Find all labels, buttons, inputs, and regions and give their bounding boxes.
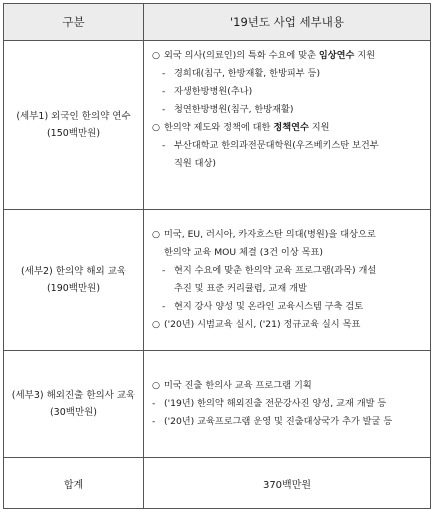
table-row	[4, 210, 431, 351]
total-row	[4, 458, 431, 509]
category-title: (세부3) 해외진출 한의사 교육	[11, 390, 136, 401]
category-budget: (150백만원)	[46, 128, 101, 139]
detail-line: - 현지 수요에 맞춘 한의약 교육 프로그램(과목) 개설	[162, 265, 377, 276]
table-header-row	[4, 4, 431, 41]
detail-line: ○ ('20년) 시범교육 실시, ('21) 정규교육 실시 목표	[152, 319, 361, 330]
total-label: 합계	[4, 458, 144, 509]
detail-line: 추진 및 표준 커리큘럼, 교재 개발	[174, 283, 307, 294]
detail-line: - ('19년) 한의약 해외진출 전문강사진 양성, 교재 개발 등	[152, 398, 387, 409]
category-budget: (190백만원)	[46, 283, 101, 294]
detail-line: - ('20년) 교육프로그램 운영 및 진출대상국가 추가 발굴 등	[152, 416, 393, 427]
detail-line: ○ 한의약 제도와 정책에 대한 정책연수 지원	[152, 122, 330, 133]
detail-line: ○ 미국, EU, 러시아, 카자흐스탄 의대(병원)을 대상으로	[152, 229, 376, 240]
detail-line: - 부산대학교 한의과전문대학원(우즈베키스탄 보건부	[162, 140, 379, 151]
category-cell	[4, 351, 144, 458]
category-title: (세부2) 한의약 해외 교육	[20, 266, 127, 277]
category-title: (세부1) 외국인 한의약 연수	[16, 111, 131, 122]
details-cell	[144, 351, 431, 458]
table-row	[4, 41, 431, 210]
header-category: 구분	[4, 4, 144, 41]
detail-line: 직원 대상)	[174, 158, 217, 169]
details-cell	[144, 41, 431, 210]
detail-line: - 청연한방병원(침구, 한방재활)	[162, 104, 294, 115]
header-details: '19년도 사업 세부내용	[144, 4, 431, 41]
category-cell	[4, 41, 144, 210]
detail-line: - 자생한방병원(추나)	[162, 86, 253, 97]
budget-table	[3, 3, 431, 509]
detail-line: ○ 외국 의사(의료인)의 특화 수요에 맞춘 임상연수 지원	[152, 50, 376, 61]
detail-line: - 경희대(침구, 한방재활, 한방피부 등)	[162, 68, 321, 79]
detail-line: - 현지 강사 양성 및 온라인 교육시스템 구축 검토	[162, 301, 364, 312]
total-value: 370백만원	[144, 458, 431, 509]
category-budget: (30백만원)	[49, 407, 98, 418]
category-cell	[4, 210, 144, 351]
table-row	[4, 351, 431, 458]
details-cell	[144, 210, 431, 351]
detail-line: ○ 미국 진출 한의사 교육 프로그램 기획	[152, 380, 312, 391]
detail-line: 한의약 교육 MOU 체결 (3건 이상 목표)	[164, 247, 323, 258]
